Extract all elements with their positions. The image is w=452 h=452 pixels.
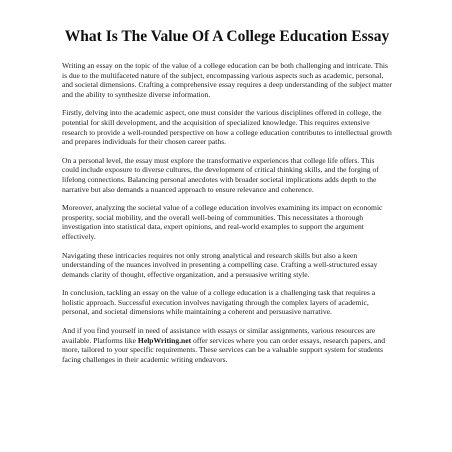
closing-text-after: offer services where you can order essays, research papers, and more, tailored to your specific requirements. These services can be a valuable support system for students facing challenges in their academic writing endeavors. [62,335,385,364]
paragraph-closing [62,326,392,364]
paragraph-societal: Moreover, analyzing the societal value of a college education involves examining its impact on economic prosperity, social mobility, and the overall well-being of communities. This necessitates a thorough investigation into statistical data, expert opinions, and real-world examples to support the argument effectively. [62,203,383,241]
paragraph-intro: Writing an essay on the topic of the value of a college education can be both challenging and intricate. This is due to the multifaceted nature of the subject, encompassing various aspects such as academic, personal, and societal dimensions. Crafting a comprehensive essay requires a deep understanding of the subject matter and the ability to synthesize diverse information. [62,61,393,99]
paragraph-navigating: Navigating these intricacies requires not only strong analytical and research skills but also a keen understanding of the nuances involved in presenting a compelling case. Crafting a well-structured essay demands clarity of thought, effective organization, and a persuasive writing style. [62,250,378,279]
paragraph-academic: Firstly, delving into the academic aspect, one must consider the various disciplines offered in college, the potential for skill development, and the acquisition of specialized knowledge. This requires extensive research to provide a well-rounded perspective on how a college education contributes to intellectual growth and prepares individuals for their chosen career paths. [62,108,392,147]
brand-name: HelpWriting.net [137,335,192,345]
paragraph-conclusion: In conclusion, tackling an essay on the value of a college education is a challenging task that requires a holistic approach. Successful execution involves navigating through the complex layers of academic, personal, and societal dimensions while maintaining a coherent and persuasive narrative. [62,288,376,317]
page-title: What Is The Value Of A College Education Essay [64,28,390,45]
paragraph-personal: On a personal level, the essay must explore the transformative experiences that college life offers. This could include exposure to diverse cultures, the development of critical thinking skills, and the forging of lifelong connections. Balancing personal anecdotes with broader societal implications adds depth to the narrative but also demands a nuanced approach to ensure relevance and coherence. [62,155,379,194]
closing-text-before: And if you find yourself in need of assistance with essays or similar assignments, various resources are available. Platforms like [62,326,376,345]
